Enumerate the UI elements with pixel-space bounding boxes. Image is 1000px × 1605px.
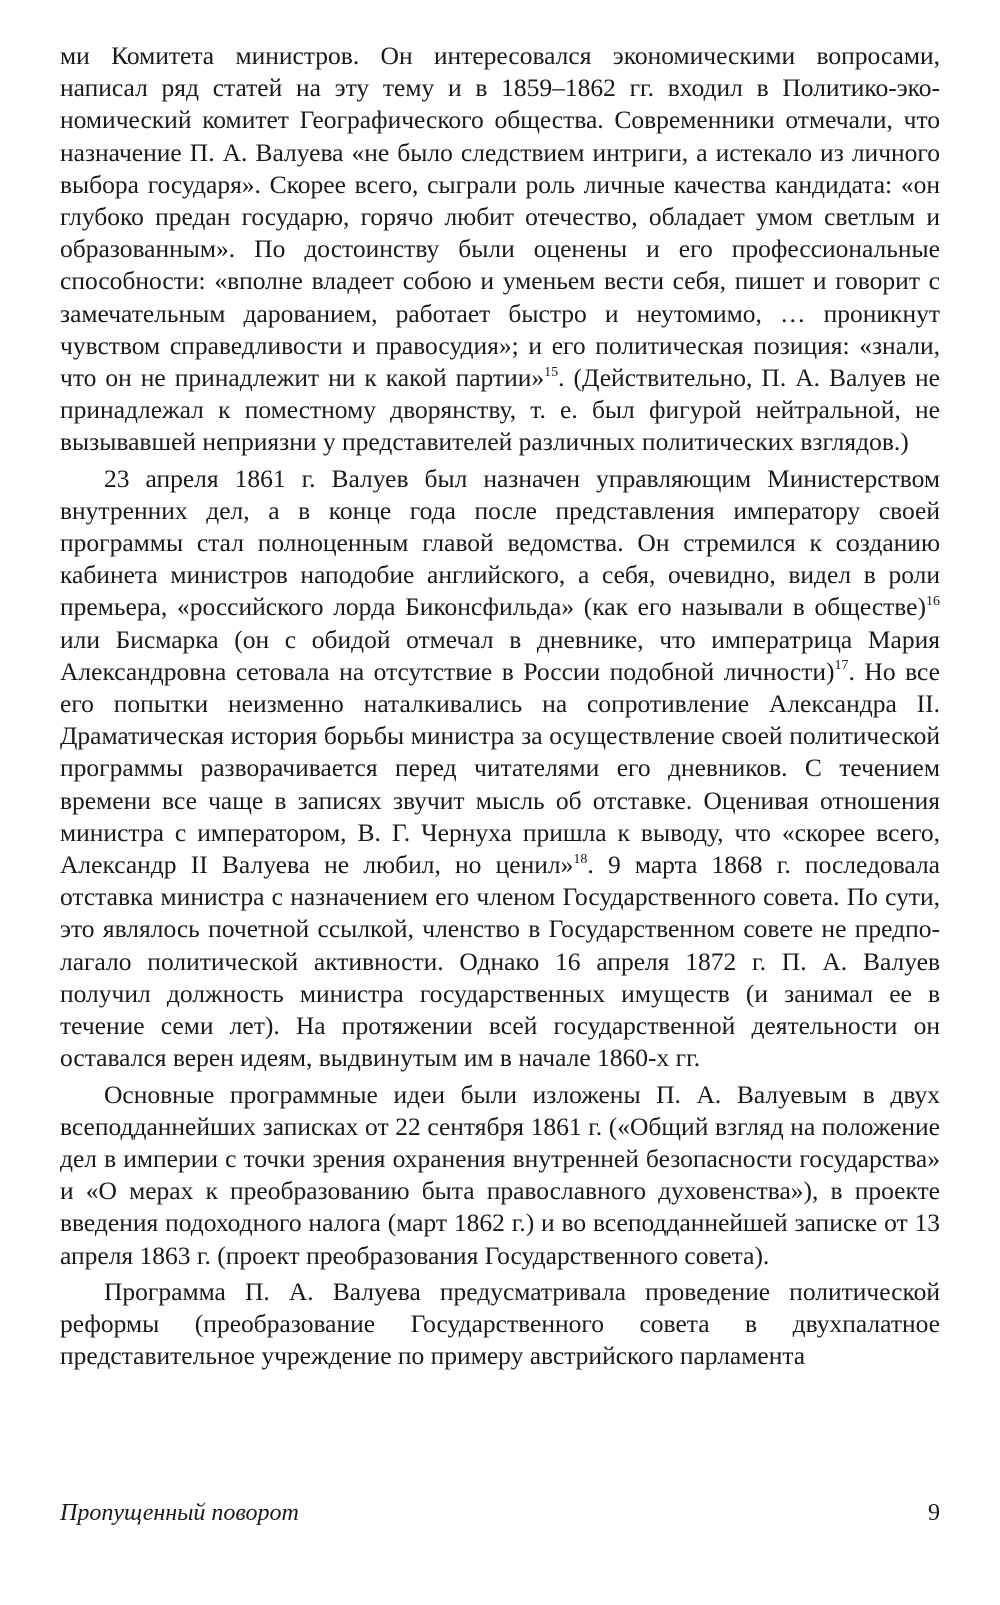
footnote-reference: 17: [834, 658, 849, 674]
page-number: 9: [928, 1500, 940, 1526]
footnote-reference: 15: [544, 364, 559, 380]
text-run: . 9 марта 1868 г. последовала отставка министра с назначением его членом Государственного совета. По сути, это являлось почетной ссылкой, членство в Государственном совете не предполагало политической активности. Однако 16 апреля 1872 г. П. А. Валуев получил должность министра государственных имуществ (и занимал ее в течение семи лет). На протяжении всей государственной деятельности он оставался верен идеям, выдвинутым им в начале 1860-х гг.: [60, 850, 940, 1073]
page-footer: [60, 1500, 940, 1540]
text-run: . Но все его попытки неизменно наталкивались на сопротивление Александра II. Драматическая история борьбы министра за осуществление своей политической программы разворачивается перед читателями его дневников. С течением времени все чаще в записях звучит мысль об отставке. Оценивая отношения министра с императором, В. Г. Чернуха пришла к выводу, что «скорее всего, Александр II Валуева не любил, но ценил»: [60, 656, 940, 880]
paragraph: [60, 463, 940, 1075]
paragraph: [60, 40, 940, 459]
text-run: Программа П. А. Валуева предусматривала проведение политической реформы (преобразование Государственного совета в двухпалатное представительное учреждение по примеру австрийского парламента: [60, 1276, 940, 1371]
body-text: [60, 40, 940, 1372]
text-run: . (Действительно, П. А. Валуев не принадлежал к поместному дворянству, т. е. был фигурой нейтральной, не вызывавшей неприязни у представителей различных политических взглядов.): [60, 363, 940, 457]
paragraph: [60, 1276, 940, 1373]
paragraph: [60, 1079, 940, 1272]
text-run: или Бисмарка (он с обидой отмечал в дневнике, что императрица Мария Александровна сетовала на отсутствие в России подобной личности): [60, 624, 940, 686]
text-run: Основные программные идеи были изложены П. А. Валуевым в двух всеподданнейших записках от 22 сентября 1861 г. («Общий взгляд на положение дел в империи с точки зрения охранения внутренней безопасности государства» и «О мерах к преобразованию быта православного духовенства»), в проекте введения подоходного налога (март 1862 г.) и во всеподданнейшей записке от 13 апреля 1863 г. (проект преобразования Государственного совета).: [60, 1079, 940, 1270]
footnote-reference: 18: [573, 851, 588, 867]
text-run: 23 апреля 1861 г. Валуев был назначен управляющим Министерством внутренних дел, а в конце года после представления императору своей программы стал полноценным главой ведомства. Он стремился к созданию кабинета министров наподобие английского, а себя, очевидно, видел в роли премьера, «российского лорда Биконсфильда» (как его называли в обществе): [60, 463, 940, 622]
text-run: ми Комитета министров. Он интересовался экономическими вопросами, написал ряд статей на эту тему и в 1859–1862 гг. входил в Политико-экономический комитет Географического общества. Современники отмечали, что назначение П. А. Валуева «не было следствием интриги, а истекало из личного выбора государя». Скорее всего, сыграли роль личные качества кандидата: «он глубоко предан государю, горячо любит отечество, обладает умом светлым и образованным». По достоинству были оценены и его профессиональные способности: «вполне владеет собою и уменьем вести себя, пишет и говорит с замечательным дарованием, работает быстро и неутомимо, … проникнут чувством справедливости и правосудия»; и его политическая позиция: «знали, что он не принадлежит ни к какой партии»: [60, 41, 940, 393]
running-title: Пропущенный поворот: [60, 1500, 299, 1526]
footnote-reference: 16: [926, 593, 940, 609]
book-page: [60, 40, 940, 1565]
